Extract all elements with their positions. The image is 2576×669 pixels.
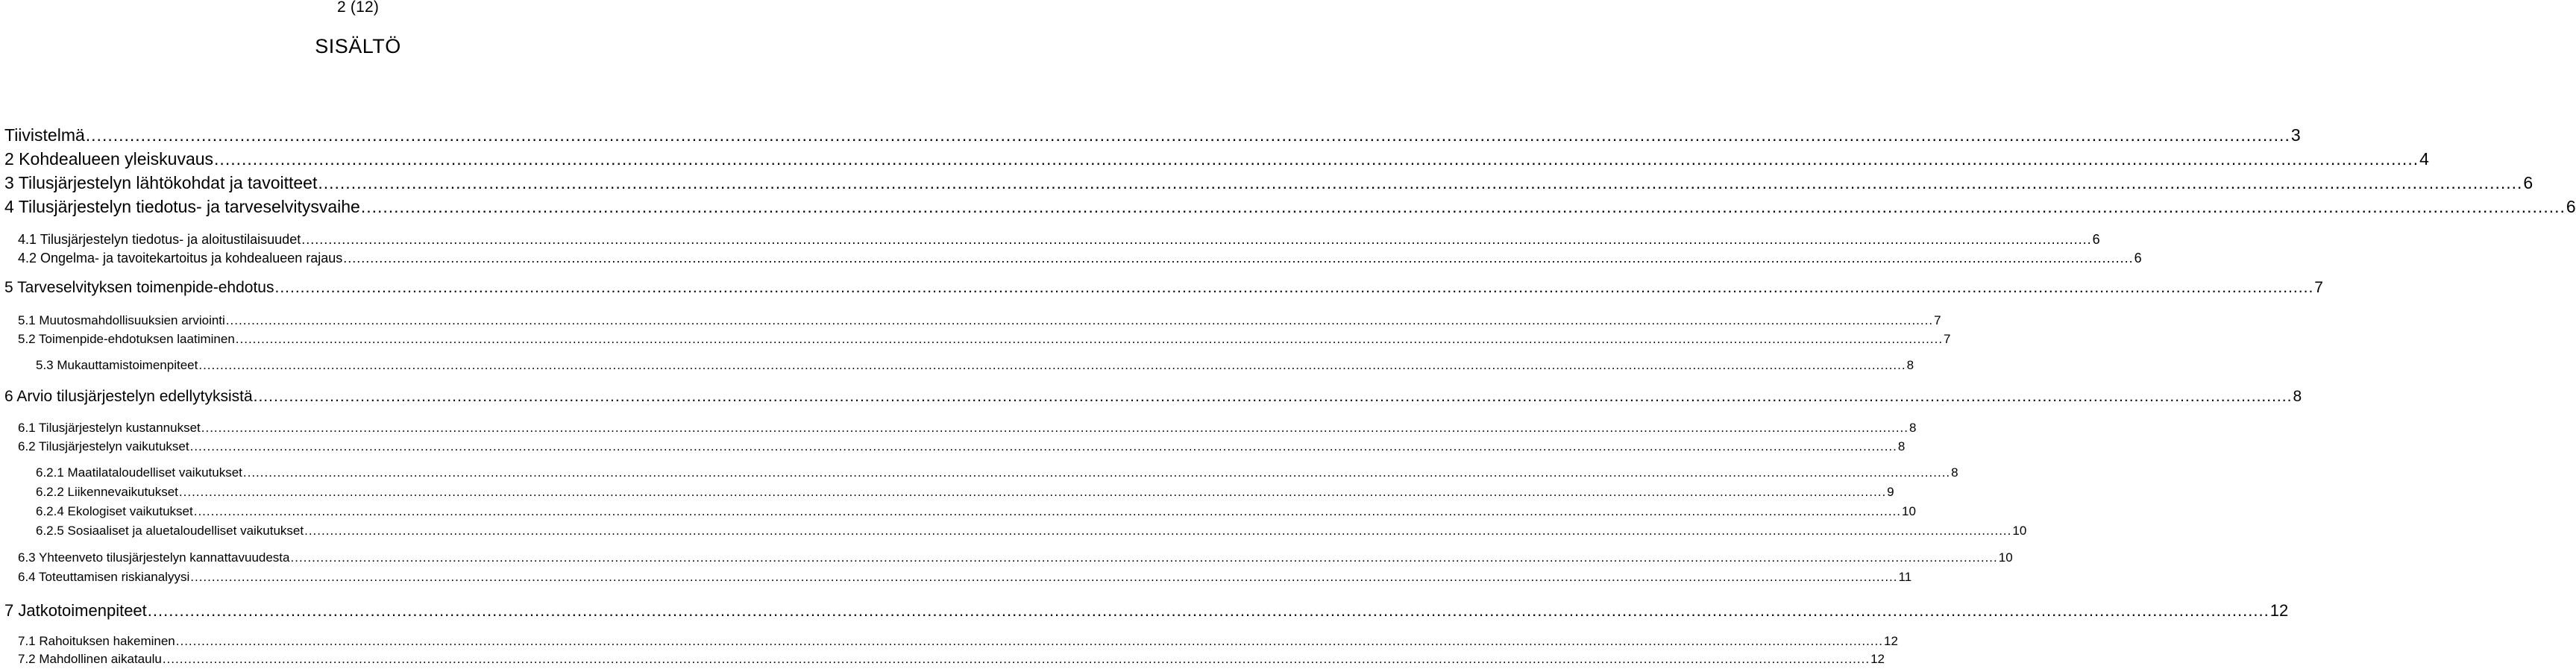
toc-entry-page: 7 xyxy=(1944,332,1951,346)
toc-leader: ................................................................................................................................................................................................................................................................................................................................................................................................................ xyxy=(343,251,2134,266)
toc-entry[interactable] xyxy=(4,600,2289,621)
toc-entry-title: 6.2.4 Ekologiset vaikutukset xyxy=(36,504,193,518)
toc-leader: ................................................................................................................................................................................................................................................................................................................................................................................................................ xyxy=(235,332,1944,346)
toc-entry-page: 10 xyxy=(1902,504,1916,518)
toc-entry[interactable] xyxy=(18,230,2100,248)
toc-entry-title: 6.1 Tilusjärjestelyn kustannukset xyxy=(18,421,201,435)
toc-entry[interactable] xyxy=(18,312,1941,329)
toc-entry[interactable] xyxy=(18,438,1906,455)
toc-entry-page: 3 xyxy=(2290,125,2301,145)
toc-leader: ................................................................................................................................................................................................................................................................................................................................................................................................................ xyxy=(198,358,1906,372)
toc-entry-title: 4.2 Ongelma- ja tavoitekartoitus ja kohdealueen rajaus xyxy=(18,251,343,266)
toc-entry[interactable] xyxy=(18,549,2013,566)
toc-leader: ................................................................................................................................................................................................................................................................................................................................................................................................................ xyxy=(189,439,1897,453)
toc-leader: ................................................................................................................................................................................................................................................................................................................................................................................................................ xyxy=(253,388,2293,405)
toc-entry[interactable] xyxy=(36,522,2027,539)
toc-leader: ................................................................................................................................................................................................................................................................................................................................................................................................................ xyxy=(201,421,1909,435)
toc-entry-title: 5.1 Muutosmahdollisuuksien arviointi xyxy=(18,313,225,327)
toc-leader: ................................................................................................................................................................................................................................................................................................................................................................................................................ xyxy=(225,313,1934,327)
toc-entry-page: 11 xyxy=(1898,570,1912,584)
toc-leader: ................................................................................................................................................................................................................................................................................................................................................................................................................ xyxy=(274,279,2314,296)
toc-entry[interactable] xyxy=(18,650,1885,668)
toc-entry-title: 5 Tarveselvityksen toimenpide-ehdotus xyxy=(4,279,274,296)
toc-entry-title: 6.4 Toteuttamisen riskianalyysi xyxy=(18,570,190,584)
toc-leader: ................................................................................................................................................................................................................................................................................................................................................................................................................ xyxy=(242,465,1951,480)
toc-entry[interactable] xyxy=(18,330,1951,348)
toc-entry-page: 10 xyxy=(2012,524,2027,538)
toc-leader: ................................................................................................................................................................................................................................................................................................................................................................................................................ xyxy=(147,601,2269,620)
toc-entry-page: 6 xyxy=(2523,173,2533,192)
toc-entry-title: 4 Tilusjärjestelyn tiedotus- ja tarveselvitysvaihe xyxy=(4,197,360,216)
toc-entry[interactable] xyxy=(18,249,2142,267)
toc-entry[interactable] xyxy=(4,196,2576,217)
toc-entry[interactable] xyxy=(36,503,1916,520)
toc-leader: ................................................................................................................................................................................................................................................................................................................................................................................................................ xyxy=(301,232,2092,247)
toc-entry-page: 12 xyxy=(1870,652,1885,666)
toc-leader: ................................................................................................................................................................................................................................................................................................................................................................................................................ xyxy=(360,197,2566,216)
toc-entry-page: 8 xyxy=(2293,388,2302,405)
toc-entry-page: 8 xyxy=(1897,439,1906,453)
toc-entry[interactable] xyxy=(4,125,2301,145)
toc-leader: ................................................................................................................................................................................................................................................................................................................................................................................................................ xyxy=(190,570,1898,584)
toc-entry-page: 8 xyxy=(1951,465,1958,480)
toc-entry-page: 10 xyxy=(1998,550,2013,565)
toc-leader: ................................................................................................................................................................................................................................................................................................................................................................................................................ xyxy=(304,524,2012,538)
toc-entry-page: 9 xyxy=(1887,485,1894,499)
toc-entry-title: Tiivistelmä xyxy=(4,125,85,145)
toc-entry-page: 6 xyxy=(2566,197,2576,216)
toc-entry-page: 12 xyxy=(2269,601,2289,620)
toc-entry-page: 8 xyxy=(1909,421,1917,435)
toc-entry[interactable] xyxy=(36,357,1914,374)
toc-entry[interactable] xyxy=(18,632,1898,650)
toc-entry-title: 6.2 Tilusjärjestelyn vaikutukset xyxy=(18,439,189,453)
toc-leader: ................................................................................................................................................................................................................................................................................................................................................................................................................ xyxy=(193,504,1901,518)
toc-entry[interactable] xyxy=(18,568,1912,585)
toc-entry-title: 3 Tilusjärjestelyn lähtökohdat ja tavoitteet xyxy=(4,173,318,192)
toc-entry[interactable] xyxy=(36,483,1894,500)
toc-entry-title: 5.3 Mukauttamistoimenpiteet xyxy=(36,358,198,372)
toc-entry-page: 12 xyxy=(1884,634,1898,648)
toc-entry-title: 6.3 Yhteenveto tilusjärjestelyn kannattavuudesta xyxy=(18,550,290,565)
toc-entry-page: 6 xyxy=(2092,232,2100,247)
toc-leader: ................................................................................................................................................................................................................................................................................................................................................................................................................ xyxy=(178,485,1887,499)
toc-leader: ................................................................................................................................................................................................................................................................................................................................................................................................................ xyxy=(214,149,2419,169)
toc-entry[interactable] xyxy=(4,148,2429,169)
toc-heading: SISÄLTÖ xyxy=(315,35,401,57)
toc-entry-title: 7.2 Mahdollinen aikataulu xyxy=(18,652,162,666)
toc-entry-title: 6.2.2 Liikennevaikutukset xyxy=(36,485,178,499)
toc-entry-page: 8 xyxy=(1906,358,1914,372)
page-number: 2 (12) xyxy=(336,0,380,16)
toc-entry-page: 7 xyxy=(2314,279,2323,296)
toc-entry-title: 7.1 Rahoituksen hakeminen xyxy=(18,634,175,648)
toc-entry[interactable] xyxy=(4,172,2533,193)
toc-entry[interactable] xyxy=(4,277,2323,298)
toc-entry-title: 6 Arvio tilusjärjestelyn edellytyksistä xyxy=(4,388,253,405)
toc-entry-title: 5.2 Toimenpide-ehdotuksen laatiminen xyxy=(18,332,235,346)
toc-entry-title: 4.1 Tilusjärjestelyn tiedotus- ja aloitustilaisuudet xyxy=(18,232,301,247)
toc-entry-title: 2 Kohdealueen yleiskuvaus xyxy=(4,149,214,169)
toc-entry-page: 7 xyxy=(1934,313,1941,327)
toc-leader: ................................................................................................................................................................................................................................................................................................................................................................................................................ xyxy=(290,550,1998,565)
toc-entry-page: 6 xyxy=(2134,251,2142,266)
toc-leader: ................................................................................................................................................................................................................................................................................................................................................................................................................ xyxy=(85,125,2290,145)
toc-entry-page: 4 xyxy=(2419,149,2429,169)
toc-leader: ................................................................................................................................................................................................................................................................................................................................................................................................................ xyxy=(318,173,2523,192)
toc-entry[interactable] xyxy=(36,464,1958,481)
toc-entry-title: 7 Jatkotoimenpiteet xyxy=(4,601,147,620)
toc-entry[interactable] xyxy=(18,419,1917,436)
toc-leader: ................................................................................................................................................................................................................................................................................................................................................................................................................ xyxy=(162,652,1870,666)
toc-leader: ................................................................................................................................................................................................................................................................................................................................................................................................................ xyxy=(175,634,1884,648)
toc-entry-title: 6.2.5 Sosiaaliset ja aluetaloudelliset vaikutukset xyxy=(36,524,304,538)
toc-entry-title: 6.2.1 Maatilataloudelliset vaikutukset xyxy=(36,465,242,480)
toc-entry[interactable] xyxy=(4,386,2302,406)
